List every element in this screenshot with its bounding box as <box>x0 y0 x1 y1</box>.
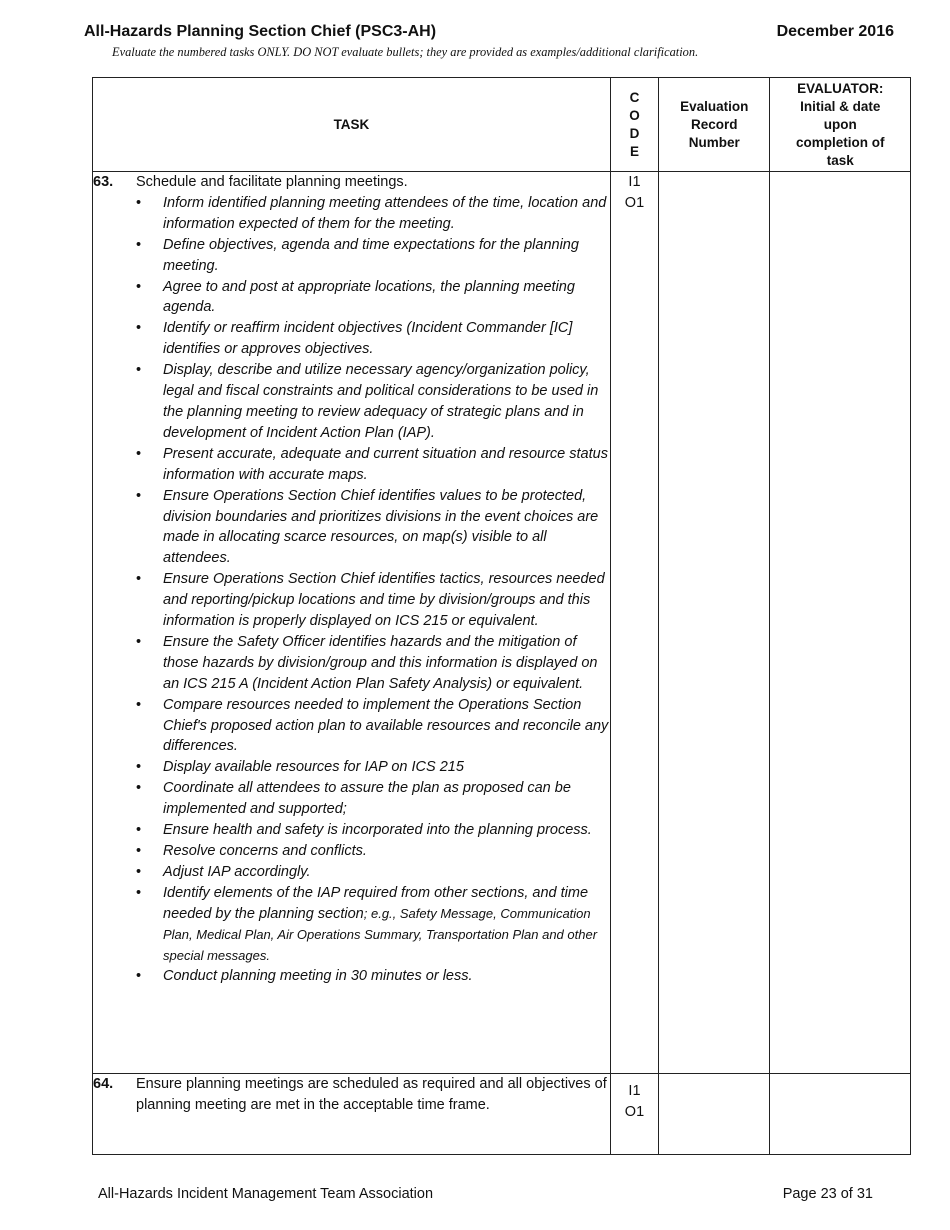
page-number: Page 23 of 31 <box>782 1186 873 1202</box>
list-item: • Define objectives, agenda and time expectations for the planning meeting. <box>136 235 610 277</box>
list-item: • Identify elements of the IAP required from other sections, and time needed by the planning section; e.g., Safety Message, Communication Plan, Medical Plan, Air Operations Summary, Transportation Plan and other special messages. <box>136 883 610 967</box>
task-number: 64. <box>93 1076 114 1092</box>
list-item: • Ensure Operations Section Chief identifies tactics, resources needed and reporting/pickup locations and time by division/groups and this information is properly displayed on ICS 215 or equivalent. <box>136 569 610 632</box>
task-number: 63. <box>93 174 114 190</box>
evaluator-initial-cell[interactable] <box>770 172 911 1074</box>
list-item: • Present accurate, adequate and current situation and resource status information with accurate maps. <box>136 444 610 486</box>
code-cell: I1 O1 <box>610 1074 658 1155</box>
list-item: • Coordinate all attendees to assure the plan as proposed can be implemented and supported; <box>136 778 610 820</box>
footer-organization: All-Hazards Incident Management Team Association <box>98 1186 434 1202</box>
list-item: • Compare resources needed to implement the Operations Section Chief's proposed action plan to available resources and reconcile any differences. <box>136 695 610 758</box>
code-cell: I1 O1 <box>610 172 658 1074</box>
task-cell <box>93 172 611 1074</box>
record-number-cell[interactable] <box>659 1074 770 1155</box>
list-item: • Ensure the Safety Officer identifies hazards and the mitigation of those hazards by division/group and this information is displayed on an ICS 215 A (Incident Action Plan Safety Analysis) or equivalent. <box>136 632 610 695</box>
document-date: December 2016 <box>776 23 894 40</box>
table-row <box>93 1074 911 1155</box>
code-column-header: C O D E <box>610 78 658 172</box>
task-cell <box>93 1074 611 1155</box>
list-item: • Identify or reaffirm incident objectives (Incident Commander [IC] identifies or approves objectives. <box>136 318 610 360</box>
table-row <box>93 172 911 1074</box>
list-item: • Display, describe and utilize necessary agency/organization policy, legal and fiscal constraints and political considerations to be used in the planning meeting to review adequacy of strategic plans and in development of Incident Action Plan (IAP). <box>136 360 610 444</box>
list-item: • Conduct planning meeting in 30 minutes or less. <box>136 966 610 987</box>
list-item: • Display available resources for IAP on ICS 215 <box>136 757 610 778</box>
task-text: Ensure planning meetings are scheduled as required and all objectives of planning meeting are met in the acceptable time frame. <box>136 1076 607 1113</box>
task-table <box>92 77 911 1155</box>
list-item: • Inform identified planning meeting attendees of the time, location and information expected of them for the meeting. <box>136 193 610 235</box>
task-bullet-list <box>136 193 610 987</box>
list-item: • Resolve concerns and conflicts. <box>136 841 610 862</box>
list-item: • Agree to and post at appropriate locations, the planning meeting agenda. <box>136 277 610 319</box>
record-number-cell[interactable] <box>659 172 770 1074</box>
table-header-row <box>93 78 911 172</box>
document-title: All-Hazards Planning Section Chief (PSC3-AH) <box>84 23 437 40</box>
task-text: Schedule and facilitate planning meetings. <box>136 174 408 190</box>
list-item: • Ensure health and safety is incorporated into the planning process. <box>136 820 610 841</box>
list-item: • Ensure Operations Section Chief identifies values to be protected, division boundaries and prioritizes divisions in the event choices are made in allocating scarce resources, on map(s) visible to all attendees. <box>136 486 610 570</box>
list-item: • Adjust IAP accordingly. <box>136 862 610 883</box>
task-column-header: TASK <box>93 78 611 172</box>
evaluator-initial-cell[interactable] <box>770 1074 911 1155</box>
record-number-column-header: Evaluation Record Number <box>659 78 770 172</box>
evaluator-column-header: EVALUATOR: Initial & date upon completion of task <box>770 78 911 172</box>
evaluation-note: Evaluate the numbered tasks ONLY. DO NOT evaluate bullets; they are provided as examples/additional clarification. <box>112 45 699 59</box>
